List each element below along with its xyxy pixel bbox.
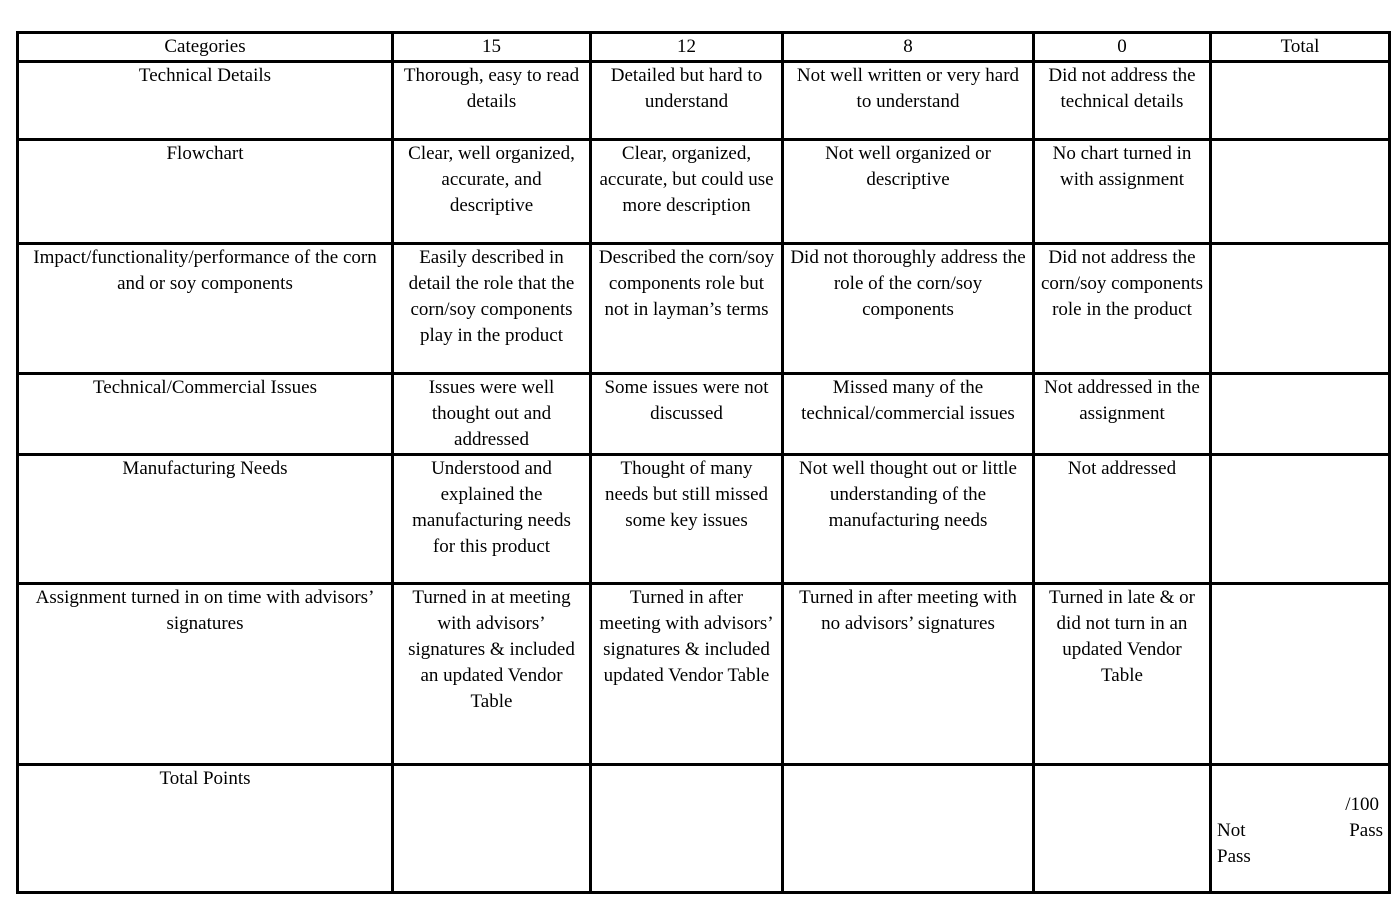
table-row: [18, 584, 1390, 765]
table-row: [18, 244, 1390, 374]
criteria-cell: Described the corn/soy components role but not in layman’s terms: [591, 244, 783, 374]
criteria-cell: Turned in at meeting with advisors’ signatures & included an updated Vendor Table: [393, 584, 591, 765]
criteria-cell: Detailed but hard to understand: [591, 62, 783, 140]
criteria-cell: Not well written or very hard to understand: [783, 62, 1034, 140]
not-pass-option: Not Pass: [1217, 820, 1251, 867]
criteria-cell: Clear, well organized, accurate, and descriptive: [393, 140, 591, 244]
criteria-cell: No chart turned in with assignment: [1034, 140, 1211, 244]
category-cell: Assignment turned in on time with advisors’ signatures: [18, 584, 393, 765]
criteria-cell: Turned in after meeting with no advisors’ signatures: [783, 584, 1034, 765]
criteria-cell: Some issues were not discussed: [591, 374, 783, 455]
category-cell: Flowchart: [18, 140, 393, 244]
criteria-cell: Thorough, easy to read details: [393, 62, 591, 140]
pass-option: Pass: [1349, 820, 1383, 841]
table-row: [18, 455, 1390, 584]
criteria-cell: [1034, 765, 1211, 893]
header-row: [18, 33, 1390, 62]
criteria-cell: Missed many of the technical/commercial issues: [783, 374, 1034, 455]
criteria-cell: Not well organized or descriptive: [783, 140, 1034, 244]
total-cell: [1211, 374, 1390, 455]
category-cell: Impact/functionality/performance of the corn and or soy components: [18, 244, 393, 374]
criteria-cell: Thought of many needs but still missed some key issues: [591, 455, 783, 584]
rubric-table: [16, 31, 1391, 894]
criteria-cell: Turned in after meeting with advisors’ signatures & included updated Vendor Table: [591, 584, 783, 765]
total-cell: [1211, 140, 1390, 244]
criteria-cell: [591, 765, 783, 893]
criteria-cell: Did not address the technical details: [1034, 62, 1211, 140]
criteria-cell: Clear, organized, accurate, but could use more description: [591, 140, 783, 244]
total-cell: [1211, 62, 1390, 140]
criteria-cell: Easily described in detail the role that the corn/soy components play in the product: [393, 244, 591, 374]
total-score-box: [1217, 766, 1383, 870]
pass-fail-options: [1217, 818, 1383, 870]
criteria-cell: Issues were well thought out and addressed: [393, 374, 591, 455]
total-cell: [1211, 584, 1390, 765]
table-row: [18, 62, 1390, 140]
column-header: 12: [591, 33, 783, 62]
table-row: [18, 140, 1390, 244]
total-cell: [1211, 244, 1390, 374]
criteria-cell: Not addressed in the assignment: [1034, 374, 1211, 455]
criteria-cell: [783, 765, 1034, 893]
criteria-cell: Not well thought out or little understanding of the manufacturing needs: [783, 455, 1034, 584]
criteria-cell: Did not thoroughly address the role of the corn/soy components: [783, 244, 1034, 374]
category-cell: Technical/Commercial Issues: [18, 374, 393, 455]
column-header: 15: [393, 33, 591, 62]
criteria-cell: [393, 765, 591, 893]
criteria-cell: Did not address the corn/soy components role in the product: [1034, 244, 1211, 374]
criteria-cell: Turned in late & or did not turn in an updated Vendor Table: [1034, 584, 1211, 765]
criteria-cell: Understood and explained the manufacturing needs for this product: [393, 455, 591, 584]
total-cell: [1211, 765, 1390, 893]
column-header: Categories: [18, 33, 393, 62]
column-header: 0: [1034, 33, 1211, 62]
table-row: [18, 374, 1390, 455]
criteria-cell: Not addressed: [1034, 455, 1211, 584]
score-denominator: /100: [1345, 794, 1379, 815]
column-header: 8: [783, 33, 1034, 62]
category-cell: Manufacturing Needs: [18, 455, 393, 584]
table-row: [18, 765, 1390, 893]
category-cell: Total Points: [18, 765, 393, 893]
column-header: Total: [1211, 33, 1390, 62]
category-cell: Technical Details: [18, 62, 393, 140]
total-cell: [1211, 455, 1390, 584]
